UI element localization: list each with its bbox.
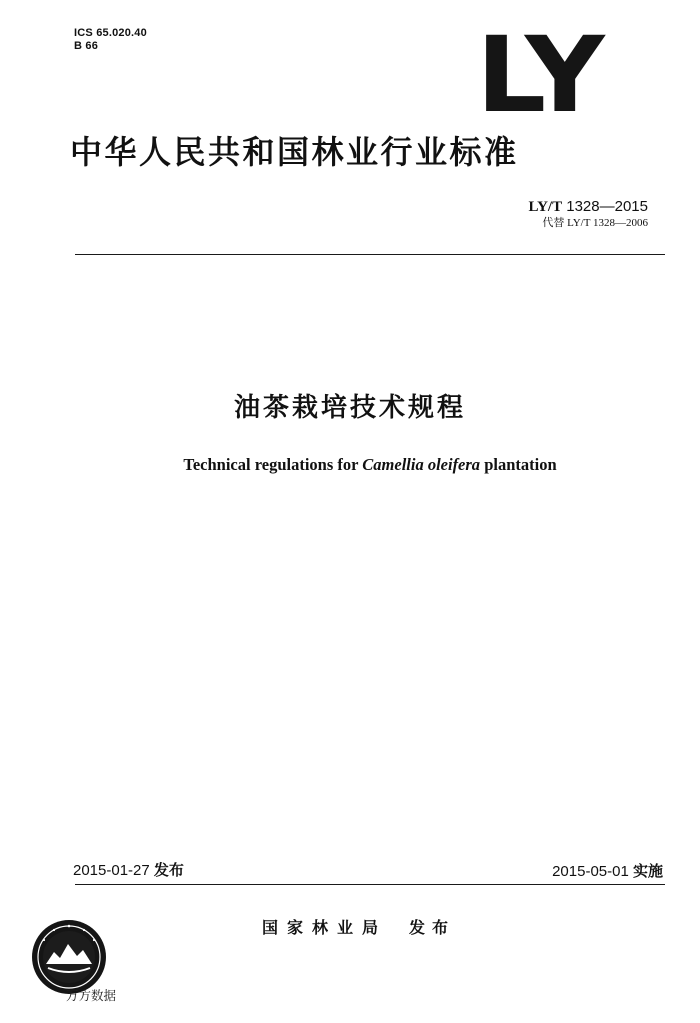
agency-name: 国家林业局 [262, 918, 388, 937]
ly-logo: LY [476, 14, 601, 136]
seal-stamp-icon [30, 918, 108, 996]
header-divider [75, 254, 665, 255]
issuing-agency [262, 918, 455, 938]
org-title: 中华人民共和国林业行业标准 [70, 133, 519, 171]
title-english-suffix: plantation [480, 455, 557, 474]
publish-date [73, 861, 184, 880]
publish-label: 发布 [153, 861, 184, 879]
title-english-species: Camellia oleifera [362, 455, 481, 474]
footer-divider [75, 884, 665, 885]
document-title-chinese: 油茶栽培技术规程 [233, 393, 466, 423]
standard-prefix: LY/T [528, 199, 563, 215]
issue-action: 发布 [409, 918, 456, 937]
title-english-prefix: Technical regulations for [183, 455, 363, 474]
standard-number [528, 198, 648, 216]
classification-codes [74, 27, 147, 53]
implement-date-value: 2015-05-01 [552, 863, 629, 880]
implement-date [552, 862, 663, 881]
standard-code: 1328—2015 [566, 198, 648, 215]
ccs-code: B 66 [74, 40, 99, 52]
document-title-english [0, 455, 700, 475]
implement-label: 实施 [632, 862, 663, 880]
replaces-standard: 代替 LY/T 1328—2006 [542, 217, 648, 229]
publish-date-value: 2015-01-27 [73, 862, 150, 879]
watermark: 万方数据 [66, 988, 117, 1003]
ics-code: ICS 65.020.40 [74, 27, 147, 39]
